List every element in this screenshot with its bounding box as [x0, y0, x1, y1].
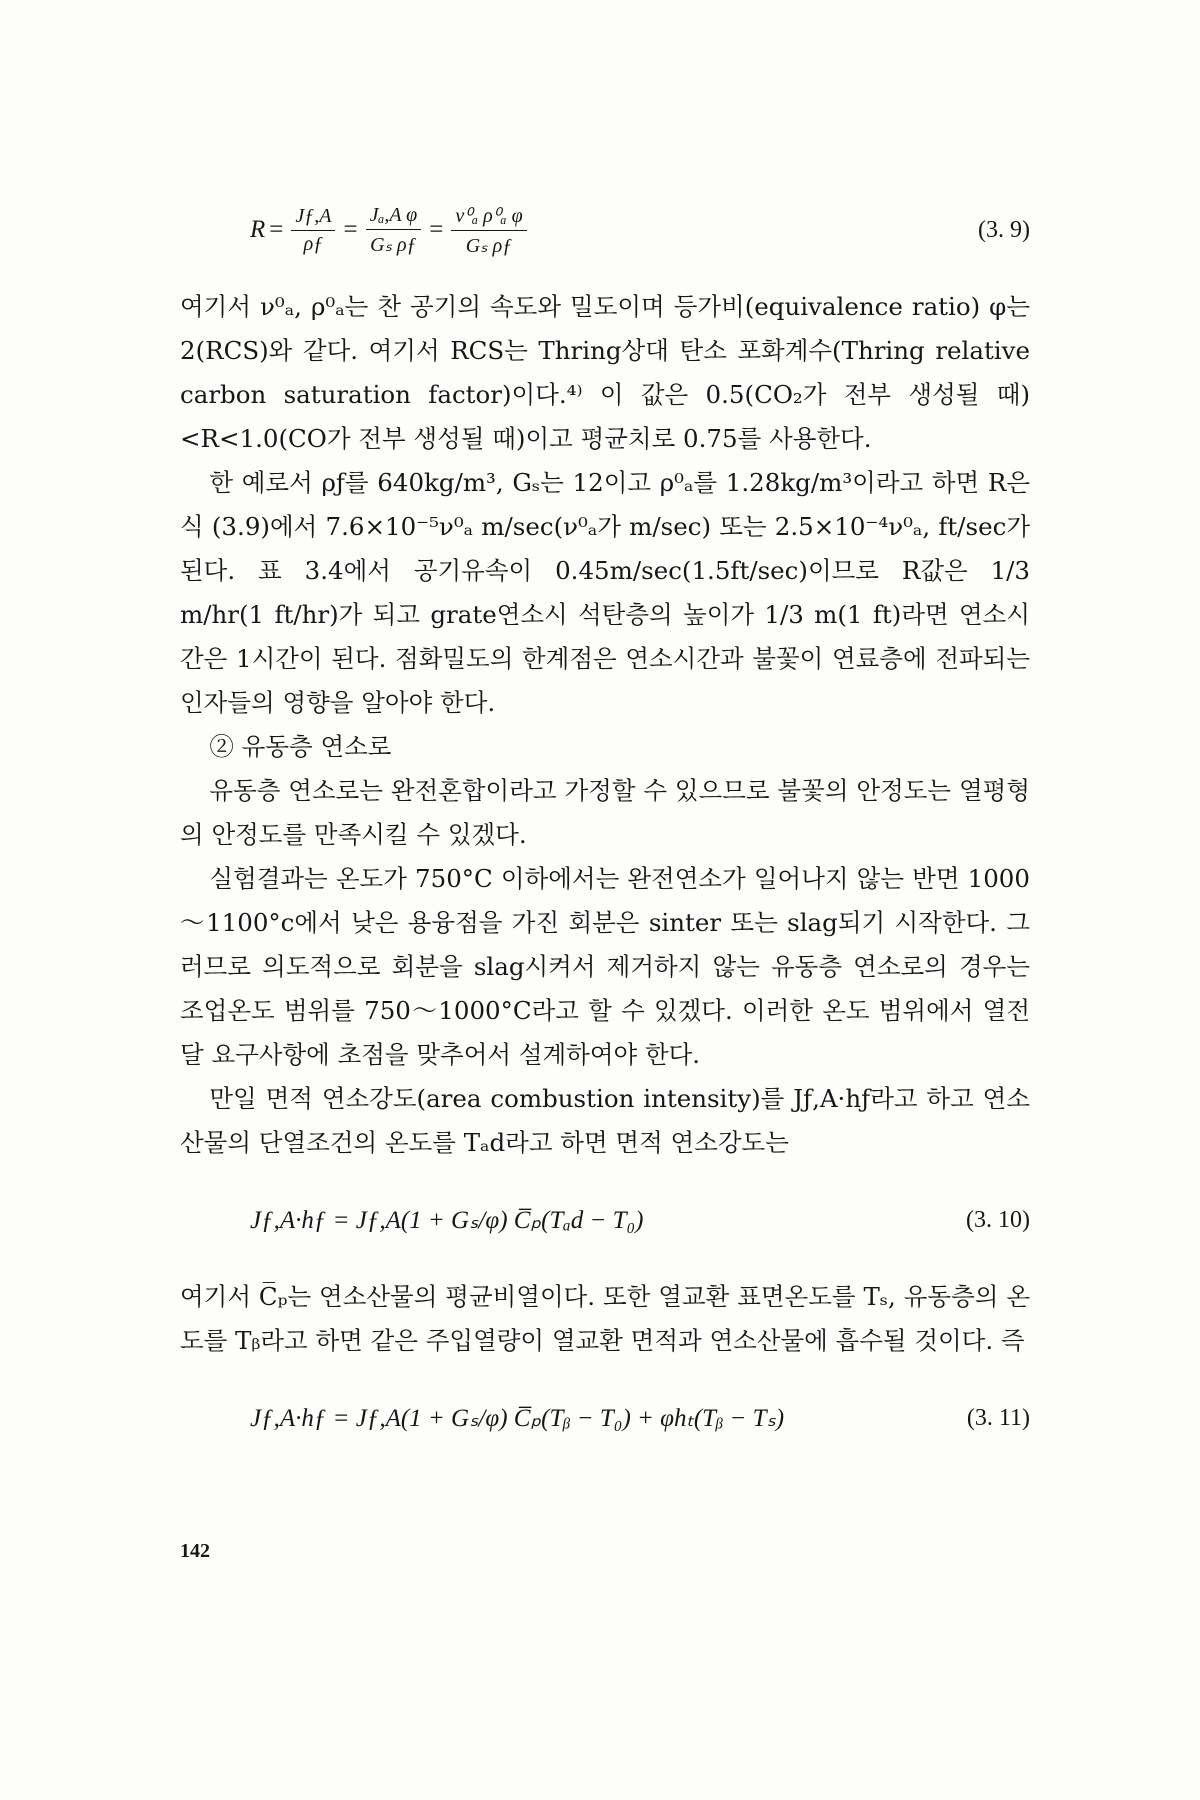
fraction-3	[451, 203, 526, 258]
page-content	[180, 175, 1030, 1473]
fraction-2	[366, 204, 422, 257]
fraction-1	[291, 205, 335, 256]
equation-number: (3. 10)	[966, 1206, 1030, 1233]
equation-3-11	[180, 1363, 1030, 1473]
paragraph-fluidized-bed: 유동층 연소로는 완전혼합이라고 가정할 수 있으므로 불꽃의 안정도는 열평형의 안정도를 만족시킬 수 있겠다.	[180, 776, 1030, 849]
section-heading: ② 유동층 연소로	[209, 732, 392, 761]
paragraph-area-intensity: 만일 면적 연소강도(area combustion intensity)를 Jƒ,A·hƒ라고 하고 연소산물의 단열조건의 온도를 Tₐd라고 하면 면적 연소강도는	[180, 1084, 1030, 1157]
fraction-1-denominator: ρƒ	[303, 232, 324, 255]
equation-lhs: R	[250, 216, 266, 243]
equation-3-10-body: Jƒ,A·hƒ = Jƒ,A(1 + Gₛ/φ) C̅ₚ(Tₐd − T₀)	[250, 1207, 644, 1234]
equals-sign: =	[429, 216, 444, 243]
equation-number: (3. 11)	[966, 1404, 1030, 1431]
equation-3-10	[180, 1165, 1030, 1275]
equation-3-11-body: Jƒ,A·hƒ = Jƒ,A(1 + Gₛ/φ) C̅ₚ(Tᵦ − T₀) + φhₜ(Tᵦ − Tₛ)	[250, 1405, 785, 1432]
fraction-2-denominator: Gₛ ρƒ	[370, 233, 417, 256]
equation-number: (3. 9)	[978, 216, 1030, 243]
equation-3-9-body	[250, 175, 531, 285]
fraction-3-denominator: Gₛ ρƒ	[465, 234, 513, 257]
paragraph-experiment: 실험결과는 온도가 750°C 이하에서는 완전연소가 일어나지 않는 반면 1000～1100°c에서 낮은 용융점을 가진 회분은 sinter 또는 slag되기 시작한다. 그러므로 의도적으로 회분을 slag시켜서 제거하지 않는 유동층 연소로의 경우는 조업온도 범위를 750～1000°C라고 할 수 있겠다. 이러한 온도 범위에서 열전달 요구사항에 초점을 맞추어서 설계하여야 한다.	[180, 864, 1030, 1069]
equation-3-9	[180, 175, 1030, 285]
fraction-2-numerator: Jₐ,A φ	[366, 204, 422, 230]
equals-sign: =	[343, 216, 358, 243]
fraction-1-numerator: Jƒ,A	[291, 205, 335, 231]
page-number: 142	[180, 1540, 210, 1562]
paragraph-specific-heat: 여기서 C̅ₚ는 연소산물의 평균비열이다. 또한 열교환 표면온도를 Tₛ, 유동층의 온도를 Tᵦ라고 하면 같은 주입열량이 열교환 면적과 연소산물에 흡수될 것이다. 즉	[180, 1282, 1030, 1355]
paragraph-example: 한 예로서 ρƒ를 640kg/m³, Gₛ는 12이고 ρ⁰ₐ를 1.28kg/m³이라고 하면 R은 식 (3.9)에서 7.6×10⁻⁵ν⁰ₐ m/sec(ν⁰ₐ가 m/sec) 또는 2.5×10⁻⁴ν⁰ₐ, ft/sec가 된다. 표 3.4에서 공기유속이 0.45m/sec(1.5ft/sec)이므로 R값은 1/3 m/hr(1 ft/hr)가 되고 grate연소시 석탄층의 높이가 1/3 m(1 ft)라면 연소시간은 1시간이 된다. 점화밀도의 한계점은 연소시간과 불꽃이 연료층에 전파되는 인자들의 영향을 알아야 한다.	[180, 468, 1030, 717]
equals-sign: =	[269, 216, 284, 243]
fraction-3-numerator: ν⁰ₐ ρ⁰ₐ φ	[451, 203, 526, 231]
paragraph-equivalence-ratio: 여기서 ν⁰ₐ, ρ⁰ₐ는 찬 공기의 속도와 밀도이며 등가비(equivalence ratio) φ는 2(RCS)와 같다. 여기서 RCS는 Thring상대 탄소 포화계수(Thring relative carbon saturation factor)이다.⁴⁾ 이 값은 0.5(CO₂가 전부 생성될 때)<R<1.0(CO가 전부 생성될 때)이고 평균치로 0.75를 사용한다.	[180, 292, 1030, 453]
